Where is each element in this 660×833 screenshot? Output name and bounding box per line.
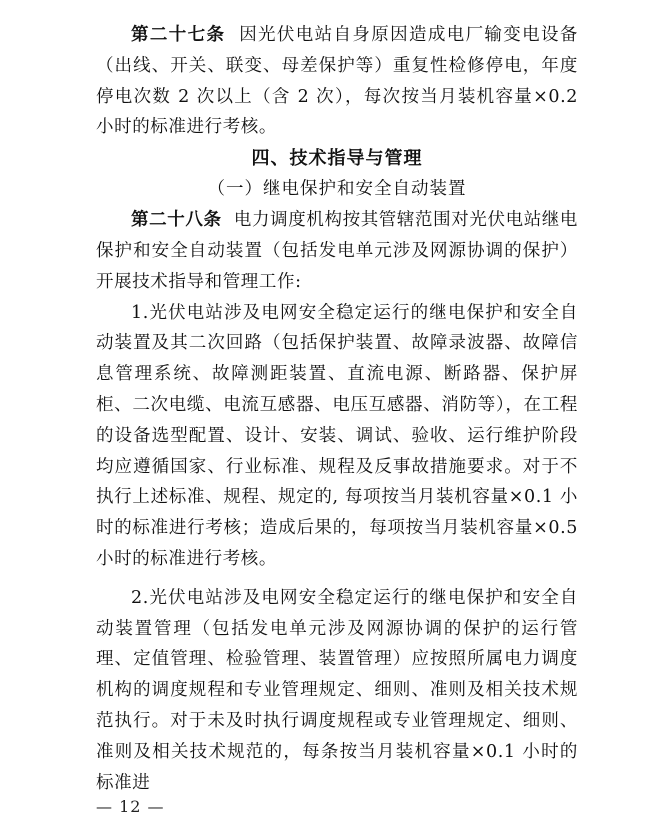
page-number: — 12 — — [96, 797, 165, 816]
article-28-paragraph — [96, 205, 578, 297]
section-heading: 四、技术指导与管理 — [251, 148, 423, 170]
subsection-heading: （一）继电保护和安全自动装置 — [207, 179, 467, 200]
paragraph-gap — [96, 575, 578, 583]
article-28-number: 第二十八条 — [131, 210, 222, 231]
document-page — [96, 20, 578, 798]
article-27-paragraph — [96, 20, 578, 143]
article-27-number: 第二十七条 — [131, 25, 226, 45]
article-27-text: 因光伏电站自身原因造成电厂输变电设备（出线、开关、联变、母差保护等）重复性检修停电，年度停电次数 2 次以上（含 2 次），每次按当月装机容量×0.2 小时的标准进行考核。 — [96, 25, 578, 138]
article-28-item-2: 2.光伏电站涉及电网安全稳定运行的继电保护和安全自动装置管理（包括发电单元涉及网源协调的保护的运行管理、定值管理、检验管理、装置管理）应按照所属电力调度机构的调度规程和专业管理规定、细则、准则及相关技术规范执行。对于未及时执行调度规程或专业管理规定、细则、准则及相关技术规范的，每条按当月装机容量×0.1 小时的标准进 — [96, 587, 578, 793]
article-28-item-1: 1.光伏电站涉及电网安全稳定运行的继电保护和安全自动装置及其二次回路（包括保护装置、故障录波器、故障信息管理系统、故障测距装置、直流电源、断路器、保护屏柜、二次电缆、电流互感器、电压互感器、消防等），在工程的设备选型配置、设计、安装、调试、验收、运行维护阶段均应遵循国家、行业标准、规程及反事故措施要求。对于不执行上述标准、规程、规定的, 每项按当月装机容量×0.1 小时的标准进行考核；造成后果的，每项按当月装机容量×0.5 小时的标准进行考核。 — [96, 302, 578, 569]
article-28-text: 电力调度机构按其管辖范围对光伏电站继电保护和安全自动装置（包括发电单元涉及网源协调的保护）开展技术指导和管理工作: — [96, 210, 579, 292]
